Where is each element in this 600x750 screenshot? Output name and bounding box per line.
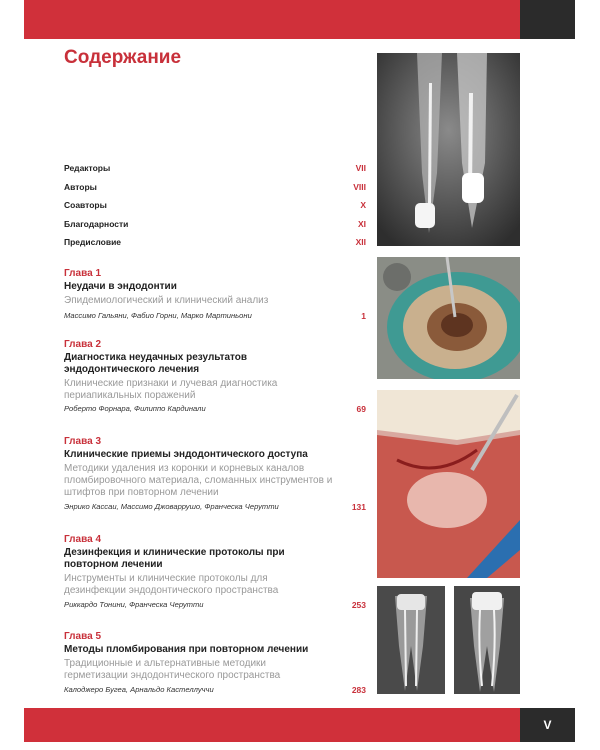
chapter-authors-text: Калоджеро Бугеа, Арнальдо Кастеллуччи [64,685,214,694]
chapter-number: Глава 1 [64,268,102,279]
toc-chapter-2 [64,339,294,402]
chapter-page: 1 [361,311,366,321]
header-bar [24,0,520,39]
toc-entry-label: Соавторы [64,200,107,210]
chapter-authors [64,685,366,695]
chapter-authors [64,600,366,610]
toc-chapter-4 [64,534,294,597]
page-number: V [520,708,575,742]
toc-entry-page: VIII [353,182,366,192]
chapter-number: Глава 3 [64,436,102,447]
toc-entry-label: Благодарности [64,219,129,229]
chapter-subtitle: Клинические признаки и лучевая диагностика периапикальных поражений [64,378,278,401]
chapter-page: 131 [351,502,366,512]
toc-chapter-4-authors-row [64,600,366,610]
page-title: Содержание [64,47,182,68]
chapter-title: Дезинфекция и клинические протоколы при повторном лечении [64,547,285,570]
toc-chapter-2-authors-row [64,404,366,414]
toc-chapter-3-authors-row [64,502,366,512]
chapter-title: Клинические приемы эндодонтического доступа [64,449,308,460]
toc-entry-label: Редакторы [64,163,111,173]
chapter-authors [64,404,366,414]
toc-entry-page: X [360,200,366,210]
toc-entry-label: Предисловие [64,237,122,247]
footer-bar [24,708,520,742]
chapter-subtitle: Инструменты и клинические протоколы для дезинфекции эндодонтического пространства [64,573,279,596]
header-corner-block [520,0,575,39]
toc-entry-editors [64,163,366,173]
clinical-access-photo [377,257,520,379]
chapter-authors [64,502,366,512]
radiograph-after-image [454,586,520,694]
toc-entry-page: XI [357,219,366,229]
radiograph-image [377,53,520,246]
surgical-photo [377,390,520,578]
chapter-number: Глава 5 [64,631,102,642]
toc-entry-coauthors [64,200,366,210]
toc-entry-label: Авторы [64,182,97,192]
toc-entry-preface [64,237,366,247]
chapter-page: 69 [356,404,366,414]
chapter-title: Методы пломбирования при повторном лечении [64,644,309,655]
chapter-page: 283 [351,685,366,695]
toc-entry-acknowledgements [64,219,366,229]
chapter-title: Диагностика неудачных результатов эндодонтического лечения [64,352,248,375]
toc-chapter-5 [64,631,324,682]
chapter-authors-text: Риккардо Тонини, Франческа Черутти [64,600,204,609]
toc-chapter-3 [64,436,366,499]
chapter-authors-text: Роберто Форнара, Филиппо Кардинали [64,404,206,413]
chapter-title: Неудачи в эндодонтии [64,281,177,292]
chapter-number: Глава 2 [64,339,102,350]
chapter-subtitle: Эпидемиологический и клинический анализ [64,295,269,306]
radiograph-before-image [377,586,445,694]
chapter-authors [64,311,366,321]
toc-chapter-1 [64,268,366,321]
chapter-authors-text: Энрико Кассаи, Массимо Джоваррушо, Франческа Черутти [64,502,279,511]
toc-chapter-5-authors-row [64,685,366,695]
chapter-subtitle: Методики удаления из коронки и корневых каналов пломбировочного материала, сломанных инструментов и штифтов при повторном лечении [64,463,333,498]
toc-entry-authors [64,182,366,192]
chapter-authors-text: Массимо Гальяни, Фабио Горни, Марко Мартиньони [64,311,252,320]
chapter-page: 253 [351,600,366,610]
chapter-number: Глава 4 [64,534,102,545]
chapter-subtitle: Традиционные и альтернативные методики герметизации эндодонтического пространства [64,658,281,681]
toc-entry-page: VII [355,163,366,173]
toc-entry-page: XII [355,237,366,247]
